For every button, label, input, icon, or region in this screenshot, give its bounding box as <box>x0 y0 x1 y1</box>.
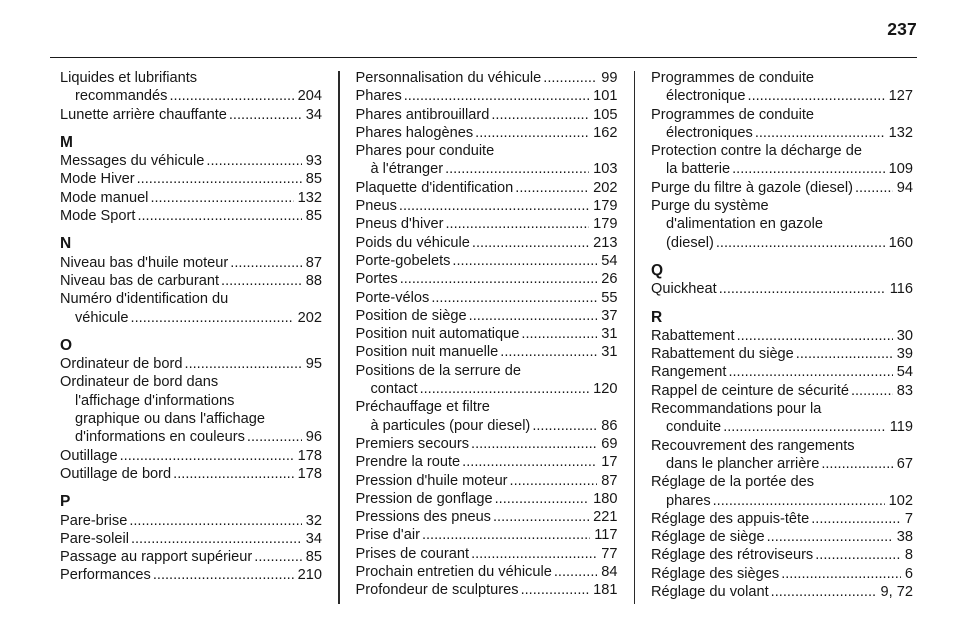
entry-text: Phares pour conduite <box>355 143 495 160</box>
entry-text: Prendre la route <box>355 454 461 471</box>
index-column-2 <box>356 69 618 600</box>
entry-page-number: 132 <box>888 124 913 141</box>
dot-leader <box>229 106 302 124</box>
section-letter: Q <box>651 261 664 279</box>
index-entry <box>60 69 322 106</box>
entry-text: Personnalisation du véhicule <box>355 70 542 86</box>
entry-text: Pneus <box>355 198 397 215</box>
entry-page-number: 83 <box>896 382 913 399</box>
entry-text: la batterie <box>666 161 731 178</box>
entry-text: Réglage des sièges <box>651 565 780 582</box>
index-entry <box>356 87 618 105</box>
entry-page-number: 202 <box>297 309 322 326</box>
entry-text: Pare-soleil <box>60 530 129 547</box>
index-entry <box>356 197 618 215</box>
dot-leader <box>247 428 302 446</box>
entry-text: électronique <box>666 88 746 105</box>
dot-leader <box>472 234 589 252</box>
dot-leader <box>137 170 302 188</box>
entry-page-number: 30 <box>896 327 913 344</box>
dot-leader <box>400 270 598 288</box>
index-entry <box>356 179 618 197</box>
section-letter: O <box>60 336 73 354</box>
index-entry <box>356 526 618 544</box>
index-entry <box>356 215 618 233</box>
entry-text: Rangement <box>651 364 727 381</box>
index-entry <box>651 106 913 143</box>
dot-leader <box>543 69 597 87</box>
index-entry <box>651 400 913 437</box>
entry-text: Réglage des rétroviseurs <box>651 547 814 564</box>
entry-text: l'affichage d'informations <box>75 392 235 409</box>
index-column-3 <box>651 69 913 601</box>
entry-page-number: 55 <box>601 289 618 306</box>
entry-text: Poids du véhicule <box>355 234 470 251</box>
index-entry <box>60 355 322 373</box>
dot-leader <box>131 530 302 548</box>
dot-leader <box>521 325 597 343</box>
section-letter: M <box>60 133 73 151</box>
dot-leader <box>554 563 597 581</box>
entry-page-number: 88 <box>305 272 322 289</box>
entry-page-number: 179 <box>593 198 618 215</box>
entry-text: Messages du véhicule <box>60 153 205 170</box>
dot-leader <box>120 447 294 465</box>
entry-text: Mode Hiver <box>60 171 135 188</box>
entry-page-number: 31 <box>601 344 618 361</box>
entry-text: Phares <box>355 88 402 105</box>
entry-page-number: 210 <box>297 567 322 584</box>
entry-text: recommandés <box>75 88 168 105</box>
index-entry <box>60 447 322 465</box>
dot-leader <box>732 160 885 178</box>
entry-page-number: 120 <box>593 381 618 398</box>
dot-leader <box>206 152 301 170</box>
dot-leader <box>431 289 597 307</box>
dot-leader <box>404 87 589 105</box>
index-entry <box>651 528 913 546</box>
index-entry <box>356 581 618 599</box>
index-entry <box>356 453 618 471</box>
entry-text: Pression d'huile moteur <box>355 472 508 489</box>
index-entry <box>651 583 913 601</box>
entry-text: Rappel de ceinture de sécurité <box>651 382 849 399</box>
entry-text: d'informations en couleurs <box>75 429 245 446</box>
entry-text: Programmes de conduite <box>651 70 815 86</box>
entry-text: Réglage des appuis-tête <box>651 510 810 527</box>
entry-page-number: 7 <box>904 510 913 527</box>
index-entry <box>356 325 618 343</box>
dot-leader <box>811 510 901 528</box>
entry-page-number: 103 <box>593 161 618 178</box>
dot-leader <box>185 355 302 373</box>
entry-page-number: 96 <box>305 429 322 446</box>
dot-leader <box>422 526 590 544</box>
entry-page-number: 127 <box>888 88 913 105</box>
entry-page-number: 204 <box>297 88 322 105</box>
entry-text: Premiers secours <box>355 435 470 452</box>
dot-leader <box>755 124 885 142</box>
entry-text: Profondeur de sculptures <box>355 582 519 599</box>
entry-page-number: 54 <box>896 364 913 381</box>
index-entry <box>651 363 913 381</box>
index-entry <box>651 142 913 179</box>
index-entry <box>651 197 913 252</box>
index-entry <box>60 566 322 584</box>
entry-page-number: 180 <box>593 490 618 507</box>
index-entry <box>60 465 322 483</box>
entry-page-number: 8 <box>904 547 913 564</box>
index-entry <box>356 545 618 563</box>
entry-page-number: 84 <box>601 564 618 581</box>
entry-text: Outillage <box>60 447 118 464</box>
index-columns <box>60 69 917 604</box>
entry-text: d'alimentation en gazole <box>666 216 823 233</box>
entry-page-number: 95 <box>305 356 322 373</box>
index-entry <box>60 254 322 272</box>
entry-page-number: 39 <box>896 346 913 363</box>
entry-text: Outillage de bord <box>60 465 172 482</box>
entry-page-number: 132 <box>297 189 322 206</box>
dot-leader <box>254 548 301 566</box>
entry-page-number: 77 <box>601 545 618 562</box>
entry-text: à l'étranger <box>370 161 444 178</box>
entry-text: Position nuit manuelle <box>355 344 499 361</box>
section-letter: N <box>60 235 72 253</box>
entry-text: Liquides et lubrifiants <box>60 70 198 86</box>
dot-leader <box>821 455 892 473</box>
entry-page-number: 162 <box>593 124 618 141</box>
entry-page-number: 99 <box>601 70 618 86</box>
entry-page-number: 34 <box>305 530 322 547</box>
index-entry <box>356 472 618 490</box>
entry-page-number: 69 <box>601 435 618 452</box>
entry-page-number: 93 <box>305 153 322 170</box>
entry-text: Performances <box>60 567 151 584</box>
column-divider-1 <box>338 71 340 604</box>
entry-page-number: 119 <box>889 419 913 436</box>
index-entry <box>651 345 913 363</box>
entry-page-number: 202 <box>593 179 618 196</box>
entry-text: Niveau bas d'huile moteur <box>60 254 229 271</box>
entry-text: Lunette arrière chauffante <box>60 106 227 123</box>
entry-text: Plaquette d'identification <box>355 179 514 196</box>
index-entry <box>356 307 618 325</box>
index-entry <box>356 252 618 270</box>
dot-leader <box>129 512 301 530</box>
dot-leader <box>471 545 597 563</box>
entry-page-number: 178 <box>297 447 322 464</box>
dot-leader <box>491 106 589 124</box>
entry-page-number: 32 <box>305 512 322 529</box>
entry-page-number: 102 <box>888 492 913 509</box>
index-entry <box>651 510 913 528</box>
entry-text: Programmes de conduite <box>651 106 815 123</box>
dot-leader <box>169 87 293 105</box>
dot-leader <box>475 124 589 142</box>
dot-leader <box>445 215 589 233</box>
dot-leader <box>462 453 597 471</box>
entry-page-number: 85 <box>305 549 322 566</box>
entry-text: Phares antibrouillard <box>355 106 490 123</box>
dot-leader <box>420 380 590 398</box>
dot-leader <box>713 492 885 510</box>
index-entry <box>60 272 322 290</box>
index-entry <box>60 207 322 225</box>
entry-page-number: 85 <box>305 208 322 225</box>
index-entry <box>356 106 618 124</box>
dot-leader <box>723 418 886 436</box>
entry-text: Purge du système <box>651 198 769 215</box>
entry-text: phares <box>666 492 711 509</box>
dot-leader <box>719 280 886 298</box>
dot-leader <box>399 197 589 215</box>
dot-leader <box>851 382 893 400</box>
section-letter: P <box>60 493 71 511</box>
entry-page-number: 38 <box>896 529 913 546</box>
entry-page-number: 86 <box>601 417 618 434</box>
entry-text: Passage au rapport supérieur <box>60 549 253 566</box>
entry-text: Positions de la serrure de <box>355 362 521 379</box>
index-entry <box>651 327 913 345</box>
index-entry <box>356 270 618 288</box>
index-entry <box>60 152 322 170</box>
entry-page-number: 116 <box>889 281 913 298</box>
dot-leader <box>493 508 589 526</box>
entry-text: Numéro d'identification du <box>60 291 229 308</box>
index-entry <box>356 490 618 508</box>
index-entry <box>60 373 322 446</box>
entry-text: Recommandations pour la <box>651 401 822 418</box>
dot-leader <box>781 565 901 583</box>
entry-text: Pneus d'hiver <box>355 216 444 233</box>
dot-leader <box>452 252 597 270</box>
index-entry <box>651 382 913 400</box>
entry-text: Réglage du volant <box>651 584 769 601</box>
dot-leader <box>796 345 893 363</box>
page-number: 237 <box>887 19 917 39</box>
entry-text: graphique ou dans l'affichage <box>75 411 265 428</box>
index-entry <box>651 546 913 564</box>
index-entry <box>356 289 618 307</box>
dot-leader <box>521 581 590 599</box>
entry-page-number: 221 <box>593 509 618 526</box>
index-entry <box>651 179 913 197</box>
entry-page-number: 31 <box>601 326 618 343</box>
dot-leader <box>855 179 893 197</box>
entry-page-number: 179 <box>593 216 618 233</box>
entry-text: Mode manuel <box>60 189 149 206</box>
dot-leader <box>445 160 589 178</box>
dot-leader <box>471 435 597 453</box>
entry-text: Phares halogènes <box>355 124 474 141</box>
dot-leader <box>131 309 294 327</box>
entry-text: Réglage de siège <box>651 529 765 546</box>
index-entry <box>356 398 618 435</box>
index-entry <box>60 548 322 566</box>
entry-text: contact <box>370 381 418 398</box>
dot-leader <box>221 272 302 290</box>
dot-leader <box>532 417 597 435</box>
index-entry <box>651 69 913 106</box>
dot-leader <box>469 307 598 325</box>
entry-page-number: 54 <box>601 252 618 269</box>
entry-text: Pare-brise <box>60 512 128 529</box>
index-entry <box>356 435 618 453</box>
index-entry <box>356 234 618 252</box>
entry-page-number: 17 <box>601 454 618 471</box>
entry-text: Mode Sport <box>60 208 136 225</box>
entry-page-number: 37 <box>601 307 618 324</box>
entry-text: Rabattement <box>651 327 735 344</box>
entry-page-number: 26 <box>601 271 618 288</box>
entry-text: Pression de gonflage <box>355 490 493 507</box>
dot-leader <box>500 343 597 361</box>
entry-text: Porte-gobelets <box>355 252 451 269</box>
entry-text: Prises de courant <box>355 545 470 562</box>
entry-text: Porte-vélos <box>355 289 430 306</box>
index-entry <box>356 362 618 399</box>
dot-leader <box>716 234 885 252</box>
entry-page-number: 67 <box>896 455 913 472</box>
entry-page-number: 87 <box>601 472 618 489</box>
entry-text: Protection contre la décharge de <box>651 143 862 160</box>
index-entry <box>356 343 618 361</box>
dot-leader <box>767 528 893 546</box>
column-divider-2 <box>634 71 636 604</box>
entry-text: Ordinateur de bord <box>60 356 183 373</box>
entry-page-number: 6 <box>904 565 913 582</box>
entry-text: Ordinateur de bord dans <box>60 374 219 391</box>
index-entry <box>651 437 913 474</box>
entry-page-number: 181 <box>593 582 618 599</box>
dot-leader <box>173 465 293 483</box>
dot-leader <box>230 254 301 272</box>
entry-page-number: 9, 72 <box>880 584 913 601</box>
entry-text: dans le plancher arrière <box>666 455 820 472</box>
entry-page-number: 178 <box>297 465 322 482</box>
entry-text: Portes <box>355 271 398 288</box>
dot-leader <box>815 546 901 564</box>
entry-page-number: 109 <box>888 161 913 178</box>
entry-page-number: 94 <box>896 179 913 196</box>
index-entry <box>356 124 618 142</box>
dot-leader <box>510 472 598 490</box>
entry-text: Niveau bas de carburant <box>60 272 220 289</box>
index-entry <box>356 563 618 581</box>
header-rule <box>50 57 917 58</box>
index-entry <box>356 69 618 87</box>
entry-text: Position de siège <box>355 307 467 324</box>
dot-leader <box>137 207 301 225</box>
entry-text: Préchauffage et filtre <box>355 399 490 416</box>
entry-text: Rabattement du siège <box>651 346 794 363</box>
dot-leader <box>748 87 885 105</box>
entry-page-number: 105 <box>593 106 618 123</box>
dot-leader <box>495 490 590 508</box>
index-entry <box>356 508 618 526</box>
entry-text: Quickheat <box>651 281 717 298</box>
entry-page-number: 87 <box>305 254 322 271</box>
entry-text: Prise d'air <box>355 527 420 544</box>
index-entry <box>356 142 618 179</box>
dot-leader <box>771 583 877 601</box>
entry-text: Pressions des pneus <box>355 509 491 526</box>
entry-page-number: 101 <box>593 88 618 105</box>
entry-page-number: 34 <box>305 106 322 123</box>
index-entry <box>60 189 322 207</box>
dot-leader <box>153 566 294 584</box>
entry-text: Position nuit automatique <box>355 326 520 343</box>
index-entry <box>651 473 913 510</box>
dot-leader <box>737 327 893 345</box>
entry-text: Recouvrement des rangements <box>651 437 855 454</box>
entry-text: Prochain entretien du véhicule <box>355 564 552 581</box>
dot-leader <box>515 179 589 197</box>
entry-page-number: 213 <box>593 234 618 251</box>
index-entry <box>651 280 913 298</box>
index-entry <box>60 170 322 188</box>
index-column-1 <box>60 69 322 585</box>
entry-text: véhicule <box>75 309 129 326</box>
entry-page-number: 117 <box>594 527 618 544</box>
index-entry <box>60 530 322 548</box>
entry-page-number: 85 <box>305 171 322 188</box>
index-entry <box>651 565 913 583</box>
index-entry <box>60 106 322 124</box>
dot-leader <box>150 189 293 207</box>
entry-text: conduite <box>666 419 722 436</box>
entry-text: à particules (pour diesel) <box>370 417 531 434</box>
dot-leader <box>728 363 892 381</box>
section-letter: R <box>651 308 663 326</box>
index-entry <box>60 512 322 530</box>
index-entry <box>60 290 322 327</box>
entry-text: Purge du filtre à gazole (diesel) <box>651 179 853 196</box>
entry-text: électroniques <box>666 124 753 141</box>
entry-text: (diesel) <box>666 234 714 251</box>
entry-page-number: 160 <box>888 234 913 251</box>
entry-text: Réglage de la portée des <box>651 474 815 491</box>
